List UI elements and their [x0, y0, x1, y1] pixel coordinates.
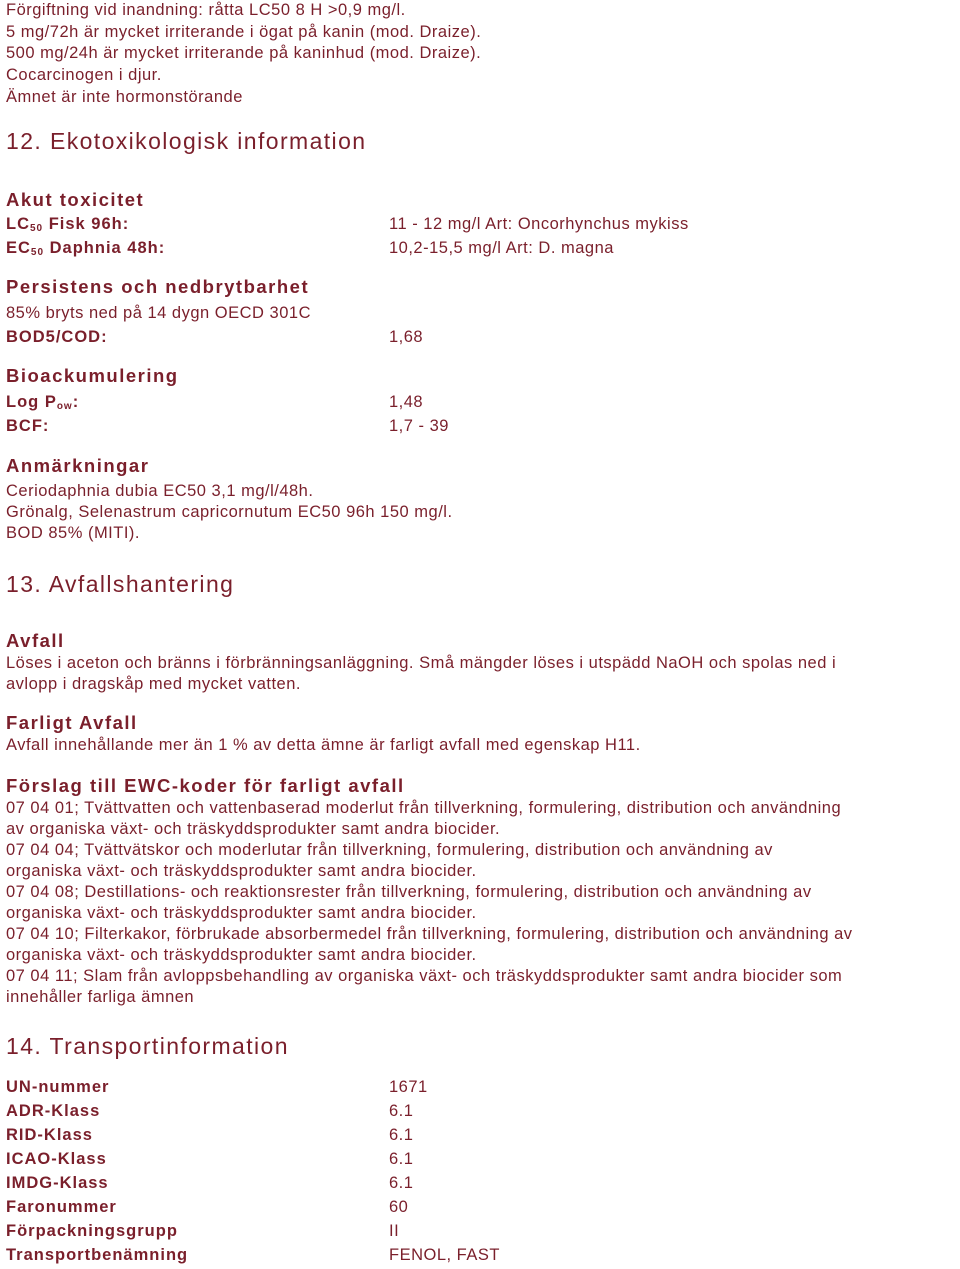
- ewc-line: 07 04 11; Slam från avloppsbehandling av organiska växt- och träskyddsprodukter samt andra biocider som: [6, 967, 843, 985]
- transport-label: ADR-Klass: [6, 1102, 101, 1120]
- ewc-line: innehåller farliga ämnen: [6, 988, 195, 1006]
- transport-value: 6.1: [389, 1174, 414, 1192]
- ewc-line: av organiska växt- och träskyddsprodukter samt andra biocider.: [6, 820, 501, 838]
- ewc-line: 07 04 04; Tvättvätskor och moderlutar från tillverkning, formulering, distribution och användning av: [6, 841, 773, 859]
- bio-row-logpow: [6, 392, 956, 414]
- transport-row: [6, 1149, 956, 1171]
- acute-value: 10,2-15,5 mg/l Art: D. magna: [389, 239, 614, 257]
- intro-line: 5 mg/72h är mycket irriterande i ögat på kanin (mod. Draize).: [6, 22, 482, 41]
- ewc-line: 07 04 01; Tvättvatten och vattenbaserad moderlut från tillverkning, formulering, distribution och användning: [6, 799, 842, 817]
- ewc-line: organiska växt- och träskyddsprodukter samt andra biocider.: [6, 862, 477, 880]
- waste-heading: Avfall: [6, 630, 65, 651]
- bod-cod-label: BOD5/COD:: [6, 328, 108, 346]
- section-13-title: 13. Avfallshantering: [6, 571, 235, 597]
- waste-text: [6, 653, 956, 695]
- waste-line: avlopp i dragskåp med mycket vatten.: [6, 675, 301, 693]
- transport-label: IMDG-Klass: [6, 1174, 109, 1192]
- intro-line: 500 mg/24h är mycket irriterande på kaninhud (mod. Draize).: [6, 44, 482, 63]
- hazardous-waste-text: Avfall innehållande mer än 1 % av detta ämne är farligt avfall med egenskap H11.: [6, 736, 641, 754]
- ewc-line: 07 04 08; Destillations- och reaktionsrester från tillverkning, formulering, distribution och användning av: [6, 883, 812, 901]
- acute-toxicity-heading: Akut toxicitet: [6, 189, 145, 210]
- transport-value: II: [389, 1222, 400, 1240]
- acute-row-ec50: [6, 238, 956, 260]
- transport-label: RID-Klass: [6, 1126, 93, 1144]
- intro-line: Förgiftning vid inandning: råtta LC50 8 H >0,9 mg/l.: [6, 1, 406, 19]
- transport-row: [6, 1221, 956, 1243]
- bod-cod-row: [6, 327, 956, 349]
- transport-row: [6, 1197, 956, 1219]
- persistence-text: 85% bryts ned på 14 dygn OECD 301C: [6, 304, 312, 322]
- section-12-title: 12. Ekotoxikologisk information: [6, 128, 367, 154]
- waste-line: Löses i aceton och bränns i förbränningsanläggning. Små mängder löses i utspädd NaOH och spolas ned i: [6, 654, 837, 672]
- transport-value: 6.1: [389, 1126, 414, 1144]
- ewc-line: organiska växt- och träskyddsprodukter samt andra biocider.: [6, 904, 477, 922]
- transport-row: [6, 1101, 956, 1123]
- remarks-heading: Anmärkningar: [6, 455, 150, 476]
- section-14-title: 14. Transportinformation: [6, 1033, 289, 1059]
- transport-value: 6.1: [389, 1150, 414, 1168]
- transport-row: [6, 1077, 956, 1099]
- remarks-text: [6, 481, 956, 544]
- bio-label: Log $P_{ow}$:: [6, 393, 80, 412]
- remark-line: Grönalg, Selenastrum capricornutum EC50 96h 150 mg/l.: [6, 503, 453, 521]
- transport-value: 6.1: [389, 1102, 414, 1120]
- remark-line: BOD 85% (MITI).: [6, 524, 141, 542]
- transport-value: 60: [389, 1198, 409, 1216]
- intro-text: [6, 0, 956, 109]
- bio-value: 1,7 - 39: [389, 417, 449, 435]
- ewc-heading: Förslag till EWC-koder för farligt avfall: [6, 775, 405, 796]
- transport-label: Faronummer: [6, 1198, 117, 1216]
- transport-row: [6, 1245, 956, 1267]
- ewc-line: 07 04 10; Filterkakor, förbrukade absorbermedel från tillverkning, formulering, distribution och användning av: [6, 925, 853, 943]
- ewc-text: [6, 798, 956, 1008]
- transport-row: [6, 1173, 956, 1195]
- transport-label: Förpackningsgrupp: [6, 1222, 178, 1240]
- transport-label: ICAO-Klass: [6, 1150, 107, 1168]
- transport-value: 1671: [389, 1078, 428, 1096]
- hazardous-waste-heading: Farligt Avfall: [6, 712, 138, 733]
- bio-row-bcf: [6, 416, 956, 438]
- acute-row-lc50: [6, 214, 956, 236]
- transport-label: Transportbenämning: [6, 1246, 189, 1264]
- ewc-line: organiska växt- och träskyddsprodukter samt andra biocider.: [6, 946, 477, 964]
- intro-line: Ämnet är inte hormonstörande: [6, 87, 243, 106]
- acute-label: $LC_{50}$ Fisk 96h:: [6, 215, 130, 234]
- remark-line: Ceriodaphnia dubia EC50 3,1 mg/l/48h.: [6, 482, 314, 500]
- bioaccumulation-heading: Bioackumulering: [6, 365, 179, 386]
- bio-label: BCF:: [6, 417, 50, 435]
- transport-label: UN-nummer: [6, 1078, 110, 1096]
- transport-value: FENOL, FAST: [389, 1246, 500, 1264]
- bio-value: 1,48: [389, 393, 424, 411]
- intro-line: Cocarcinogen i djur.: [6, 66, 162, 85]
- persistence-heading: Persistens och nedbrytbarhet: [6, 276, 310, 297]
- bod-cod-value: 1,68: [389, 328, 424, 346]
- transport-row: [6, 1125, 956, 1147]
- acute-label: $EC_{50}$ Daphnia 48h:: [6, 239, 166, 258]
- acute-value: 11 - 12 mg/l Art: Oncorhynchus mykiss: [389, 215, 689, 233]
